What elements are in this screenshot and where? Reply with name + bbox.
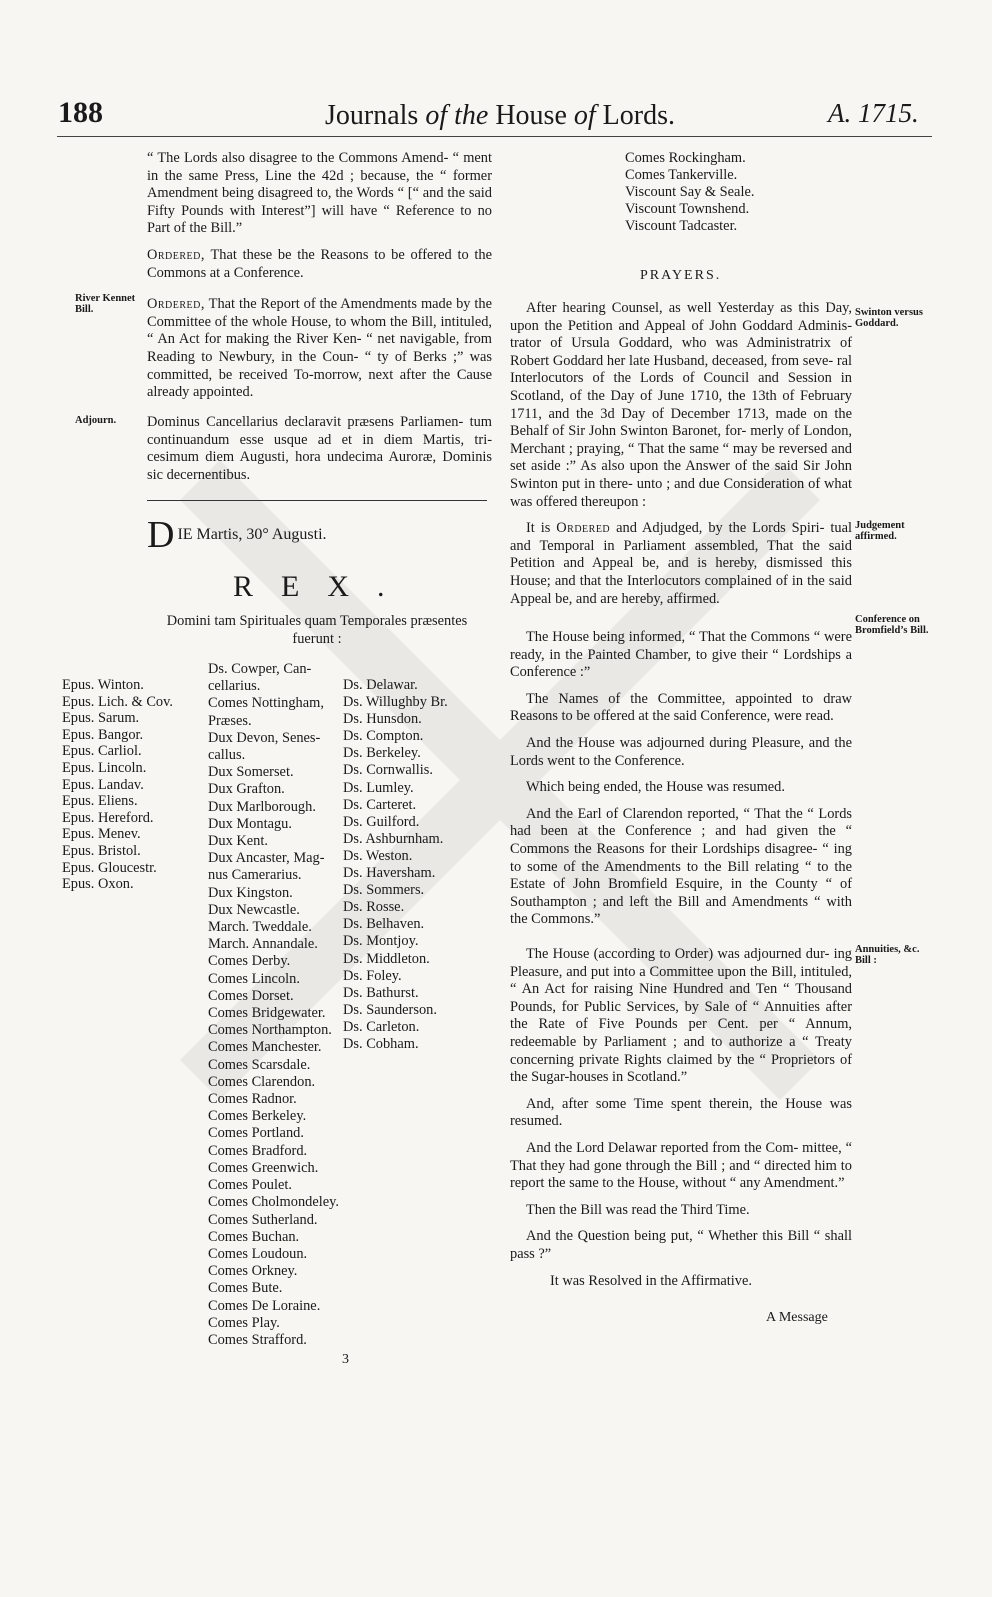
- lord-entry: Ds. Foley.: [343, 967, 402, 984]
- lord-entry: Ds. Sommers.: [343, 882, 425, 899]
- lord-entry: Dux Kingston.: [208, 884, 293, 901]
- lord-entry: Comes Derby.: [208, 953, 291, 970]
- lord-entry: Epus. Gloucestr.: [62, 859, 157, 876]
- lord-entry: Ds. Cowper, Can-: [208, 661, 312, 677]
- lord-entry: Ds. Carteret.: [343, 796, 417, 813]
- rex-heading: REX.: [233, 570, 413, 603]
- lord-entry: Ds. Lumley.: [343, 779, 414, 796]
- nobles-list: [208, 661, 339, 1349]
- lord-entry: Ds. Guilford.: [343, 813, 420, 830]
- lord-entry: Viscount Townshend.: [625, 201, 750, 217]
- signature-mark: 3: [342, 1352, 349, 1367]
- lord-entry: Epus. Oxon.: [62, 876, 134, 893]
- paragraph: The House (according to Order) was adjourned dur- ing Pleasure, and put into a Committee upon the Bill, intituled, “ An Act for raising Nine Hundred and Ten “ Thousand Pounds, for Public Services, by Sale of “ Annuities after the Rate of Five Pounds per Cent. per “ Annum, redeemable by Parliament ; and to authorize a “ Treaty concerning private Rights claimed by the “ Proprietors of the Sugar-houses in Scotland.”: [510, 946, 852, 1086]
- lord-entry: Comes Scarsdale.: [208, 1056, 311, 1073]
- lord-entry: March. Tweddale.: [208, 919, 312, 936]
- lord-entry: Comes Cholmondeley.: [208, 1194, 339, 1211]
- margin-note: Judgement affirmed.: [855, 520, 905, 542]
- lord-entry: Comes Radnor.: [208, 1091, 297, 1108]
- lord-entry: Epus. Carliol.: [62, 743, 142, 760]
- lord-entry: Ds. Montjoy.: [343, 933, 419, 950]
- lord-entry: Epus. Sarum.: [62, 710, 140, 727]
- section-rule: [147, 500, 487, 501]
- lord-entry: Epus. Lich. & Cov.: [62, 693, 173, 710]
- lord-entry: Epus. Menev.: [62, 826, 141, 843]
- right-column: [510, 300, 852, 1299]
- paragraph: The House being informed, “ That the Commons “ were ready, in the Painted Chamber, to give their “ Lordships a Conference :”: [510, 629, 852, 681]
- lord-entry: Comes Bute.: [208, 1280, 283, 1297]
- margin-note: Swinton versus Goddard.: [855, 307, 923, 329]
- header-rule: [57, 136, 932, 137]
- page-number: 188: [58, 96, 103, 129]
- lord-entry: Epus. Eliens.: [62, 793, 138, 810]
- lord-entry: Comes Poulet.: [208, 1177, 292, 1194]
- paragraph: It was Resolved in the Affirmative.: [550, 1272, 752, 1289]
- paragraph: Then the Bill was read the Third Time.: [526, 1201, 750, 1218]
- lord-entry: Epus. Lincoln.: [62, 759, 147, 776]
- paragraph: And the Question being put, “ Whether this Bill “ shall pass ?”: [510, 1228, 852, 1262]
- lord-entry: March. Annandale.: [208, 936, 318, 953]
- lord-entry: Comes Northampton.: [208, 1022, 332, 1039]
- paragraph: The Names of the Committee, appointed to draw Reasons to be offered at the said Conference, were read.: [510, 690, 852, 725]
- lord-entry: Comes Berkeley.: [208, 1108, 307, 1125]
- lord-entry: Præses.: [208, 712, 252, 729]
- lord-entry: Viscount Tadcaster.: [625, 218, 738, 234]
- lord-entry: Comes Manchester.: [208, 1039, 322, 1056]
- catchword: A Message: [766, 1310, 828, 1325]
- lord-entry: Comes Greenwich.: [208, 1159, 319, 1176]
- paragraph: Ordered, That the Report of the Amendments made by the Committee of the whole House, to whom the Bill, intituled, “ An Act for making the River Ken- “ net navigable, from Reading to Newbury, in the Coun- “ ty of Berks ;” was committed, be received To-morrow, next after the Cause already appointed.: [147, 296, 492, 401]
- lord-entry: callus.: [208, 747, 246, 764]
- lord-entry: Comes Portland.: [208, 1125, 304, 1142]
- lord-entry: Epus. Landav.: [62, 776, 144, 793]
- lord-entry: Ds. Ashburnham.: [343, 830, 444, 847]
- year-heading: A. 1715.: [828, 98, 919, 128]
- lord-entry: Comes De Loraine.: [208, 1297, 321, 1314]
- margin-note: Annuities, &c. Bill :: [855, 944, 920, 966]
- lord-entry: Ds. Willughby Br.: [343, 694, 448, 711]
- paragraph: And the Earl of Clarendon reported, “ That the “ Lords had been at the Conference ; and had given the “ Commons the Reasons for their Lordships disagree- “ ing to some of the Amendments to the Bill relating “ to the Estate of John Bromfield Esquire, in the County “ of Southampton ; and left the Bill and Amendments “ with the Commons.”: [510, 805, 852, 928]
- lord-entry: Epus. Winton.: [62, 677, 144, 693]
- paragraph: And, after some Time spent therein, the House was resumed.: [510, 1095, 852, 1130]
- lord-entry: Comes Dorset.: [208, 987, 294, 1004]
- domini-heading: Domini tam Spirituales quam Temporales præsentes fuerunt :: [166, 613, 468, 647]
- lord-entry: Dux Montagu.: [208, 815, 292, 832]
- paragraph: And the Lord Delawar reported from the Com- mittee, “ That they had gone through the Bill ; and “ directed him to report the same to the House, without “ any Amendment.”: [510, 1139, 852, 1192]
- lord-entry: Comes Tankerville.: [625, 167, 738, 183]
- barons-list: [343, 677, 448, 1053]
- lord-entry: Comes Rockingham.: [625, 150, 746, 166]
- lord-entry: Dux Marlborough.: [208, 798, 316, 815]
- lord-entry: Comes Bridgewater.: [208, 1005, 326, 1022]
- lord-entry: Comes Orkney.: [208, 1263, 298, 1280]
- date-heading: DIE Martis, 30° Augusti.: [147, 514, 327, 556]
- lord-entry: Epus. Bristol.: [62, 842, 141, 859]
- lord-entry: cellarius.: [208, 678, 261, 695]
- lord-entry: Ds. Berkeley.: [343, 745, 421, 762]
- lord-entry: Dux Ancaster, Mag-: [208, 850, 325, 867]
- lord-entry: Comes Loudoun.: [208, 1245, 308, 1262]
- adjournment-text: Dominus Cancellarius declaravit præsens Parliamen- tum continuandum esse usque ad et in diem Martis, tri- cesimum diem Augusti, hora undecima Auroræ, Dominis sic decernentibus.: [147, 414, 492, 483]
- lord-entry: Ds. Bathurst.: [343, 984, 419, 1001]
- lord-entry: Dux Newcastle.: [208, 901, 300, 918]
- lord-entry: Comes Nottingham,: [208, 695, 324, 712]
- lord-entry: Dux Grafton.: [208, 781, 285, 798]
- lord-entry: Epus. Bangor.: [62, 726, 144, 743]
- lord-entry: Ds. Delawar.: [343, 677, 418, 693]
- lord-entry: Comes Bradford.: [208, 1142, 308, 1159]
- paragraph: And the House was adjourned during Pleasure, and the Lords went to the Conference.: [510, 735, 852, 769]
- paragraph: It is Ordered and Adjudged, by the Lords Spiri- tual and Temporal in Parliament assembled, That the said Petition and Appeal be, and is hereby, dismissed this House; and that the Interlocutors complained of in the said Appeal be, and are hereby, affirmed.: [510, 520, 852, 607]
- lord-entry: Ds. Cobham.: [343, 1035, 419, 1052]
- paragraph: Ordered, That these be the Reasons to be offered to the Commons at a Conference.: [147, 246, 492, 281]
- lord-entry: Epus. Hereford.: [62, 809, 154, 826]
- lord-entry: Ds. Cornwallis.: [343, 762, 433, 779]
- paragraph: After hearing Counsel, as well Yesterday as this Day, upon the Petition and Appeal of John Goddard Adminis- trator of Ursula Goddard, who was Administratrix of Robert Goddard her late Husband, deceased, from seve- ral Interlocutors of the Lords of Council and Session in Scotland, of the Day of June 1710, the 13th of February 1711, and the 3d Day of December 1713, made on the Behalf of Sir John Swinton Baronet, for- merly of London, Merchant ; praying, “ That the same “ may be reversed and set aside :” As also upon the Answer of the said Sir John Swinton put in there- unto ; and due Consideration of what was offered thereupon :: [510, 300, 852, 510]
- paragraph: Which being ended, the House was resumed.: [526, 779, 785, 796]
- lord-entry: Ds. Hunsdon.: [343, 711, 422, 728]
- left-column-top: [147, 150, 492, 411]
- lord-entry: Ds. Rosse.: [343, 899, 405, 916]
- lord-entry: nus Camerarius.: [208, 867, 302, 884]
- lord-entry: Ds. Weston.: [343, 847, 413, 864]
- lord-entry: Viscount Say & Seale.: [625, 184, 755, 200]
- lord-entry: Dux Devon, Senes-: [208, 729, 321, 746]
- lord-entry: Ds. Middleton.: [343, 950, 430, 967]
- prayers-heading: PRAYERS.: [640, 268, 722, 283]
- margin-note: Adjourn.: [75, 415, 117, 426]
- lord-entry: Comes Sutherland.: [208, 1211, 318, 1228]
- margin-note: Conference on Bromfield’s Bill.: [855, 614, 929, 636]
- lord-entry: Ds. Carleton.: [343, 1018, 420, 1035]
- lord-entry: Dux Somerset.: [208, 764, 294, 781]
- paragraph: “ The Lords also disagree to the Commons Amend- “ ment in the same Press, Line the 42d ; because, the “ former Amendment being disagreed to, the Words “ [“ and the said Fifty Pounds with Interest”] will have “ Reference to no Part of the Bill.”: [147, 150, 492, 237]
- lord-entry: Comes Strafford.: [208, 1331, 307, 1348]
- right-lords-list: [625, 150, 754, 235]
- lord-entry: Ds. Compton.: [343, 728, 424, 745]
- lord-entry: Comes Lincoln.: [208, 970, 300, 987]
- lord-entry: Comes Play.: [208, 1314, 280, 1331]
- lord-entry: Comes Buchan.: [208, 1228, 300, 1245]
- lord-entry: Ds. Haversham.: [343, 865, 436, 882]
- lord-entry: Ds. Belhaven.: [343, 916, 425, 933]
- lord-entry: Comes Clarendon.: [208, 1073, 316, 1090]
- running-title: Journals of the House of Lords.: [325, 100, 675, 131]
- margin-note: River Kennet Bill.: [75, 293, 136, 315]
- lord-entry: Ds. Saunderson.: [343, 1001, 437, 1018]
- bishops-list: [62, 677, 173, 893]
- lord-entry: Dux Kent.: [208, 833, 268, 850]
